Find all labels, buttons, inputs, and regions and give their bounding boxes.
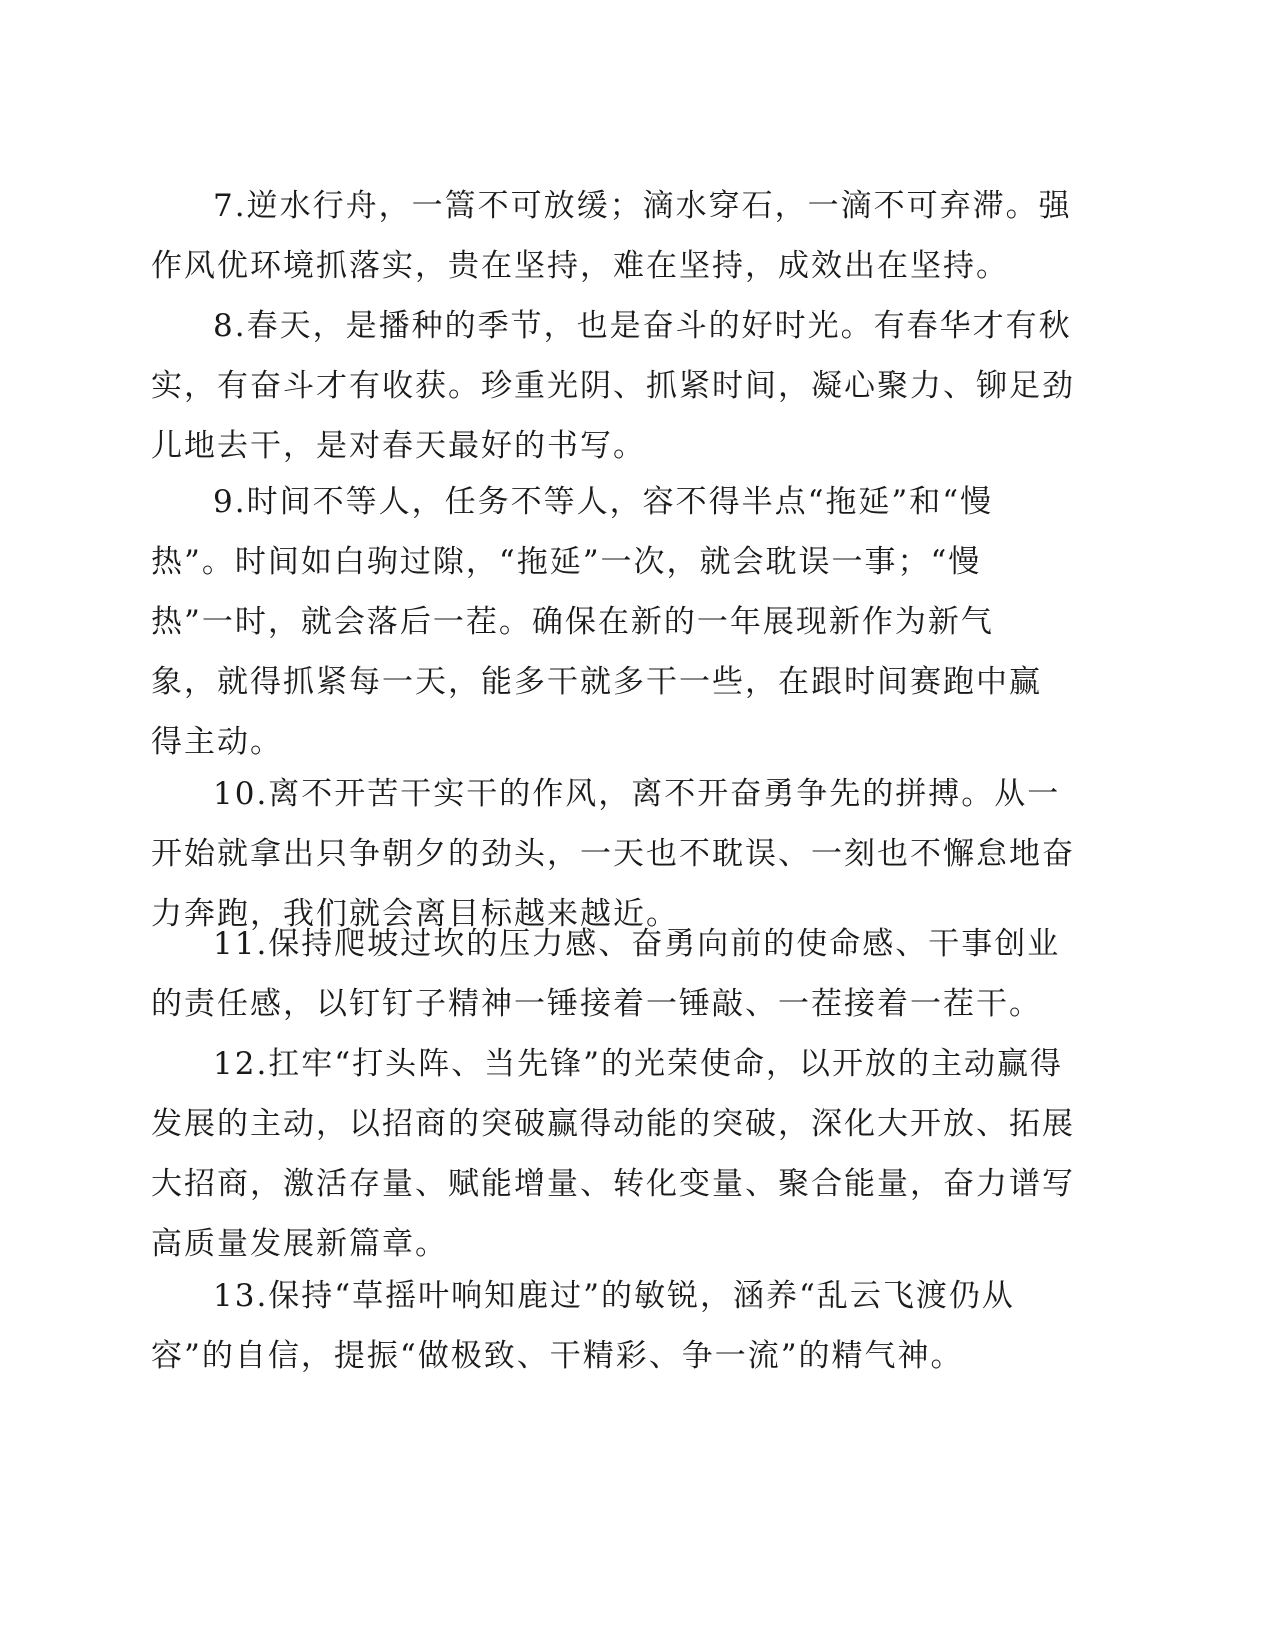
paragraph-12: 12.扛牢“打头阵、当先锋”的光荣使命，以开放的主动赢得发展的主动，以招商的突破赢得动能的突破，深化大开放、拓展大招商，激活存量、赋能增量、转化变量、聚合能量，奋力谱写高质量发展新篇章。 [151, 1046, 1075, 1262]
paragraph-11: 11.保持爬坡过坎的压力感、奋勇向前的使命感、干事创业的责任感，以钉钉子精神一锤接着一锤敲、一茬接着一茬干。 [151, 926, 1061, 1022]
paragraph-9: 9.时间不等人，任务不等人，容不得半点“拖延”和“慢热”。时间如白驹过隙，“拖延”一次，就会耽误一事；“慢热”一时，就会落后一茬。确保在新的一年展现新作为新气象，就得抓紧每一天，能多干就多干一些，在跟时间赛跑中赢得主动。 [151, 484, 1042, 760]
paragraph-8: 8.春天，是播种的季节，也是奋斗的好时光。有春华才有秋实，有奋斗才有收获。珍重光阴、抓紧时间，凝心聚力、铆足劲儿地去干，是对春天最好的书写。 [151, 308, 1075, 464]
paragraph-7: 7.逆水行舟，一篙不可放缓；滴水穿石，一滴不可弃滞。强作风优环境抓落实，贵在坚持，难在坚持，成效出在坚持。 [151, 188, 1072, 284]
paragraph-13: 13.保持“草摇叶响知鹿过”的敏锐，涵养“乱云飞渡仍从容”的自信，提振“做极致、干精彩、争一流”的精气神。 [151, 1278, 1015, 1374]
paragraph-10: 10.离不开苦干实干的作风，离不开奋勇争先的拼搏。从一开始就拿出只争朝夕的劲头，一天也不耽误、一刻也不懈怠地奋力奔跑，我们就会离目标越来越近。 [151, 776, 1075, 932]
